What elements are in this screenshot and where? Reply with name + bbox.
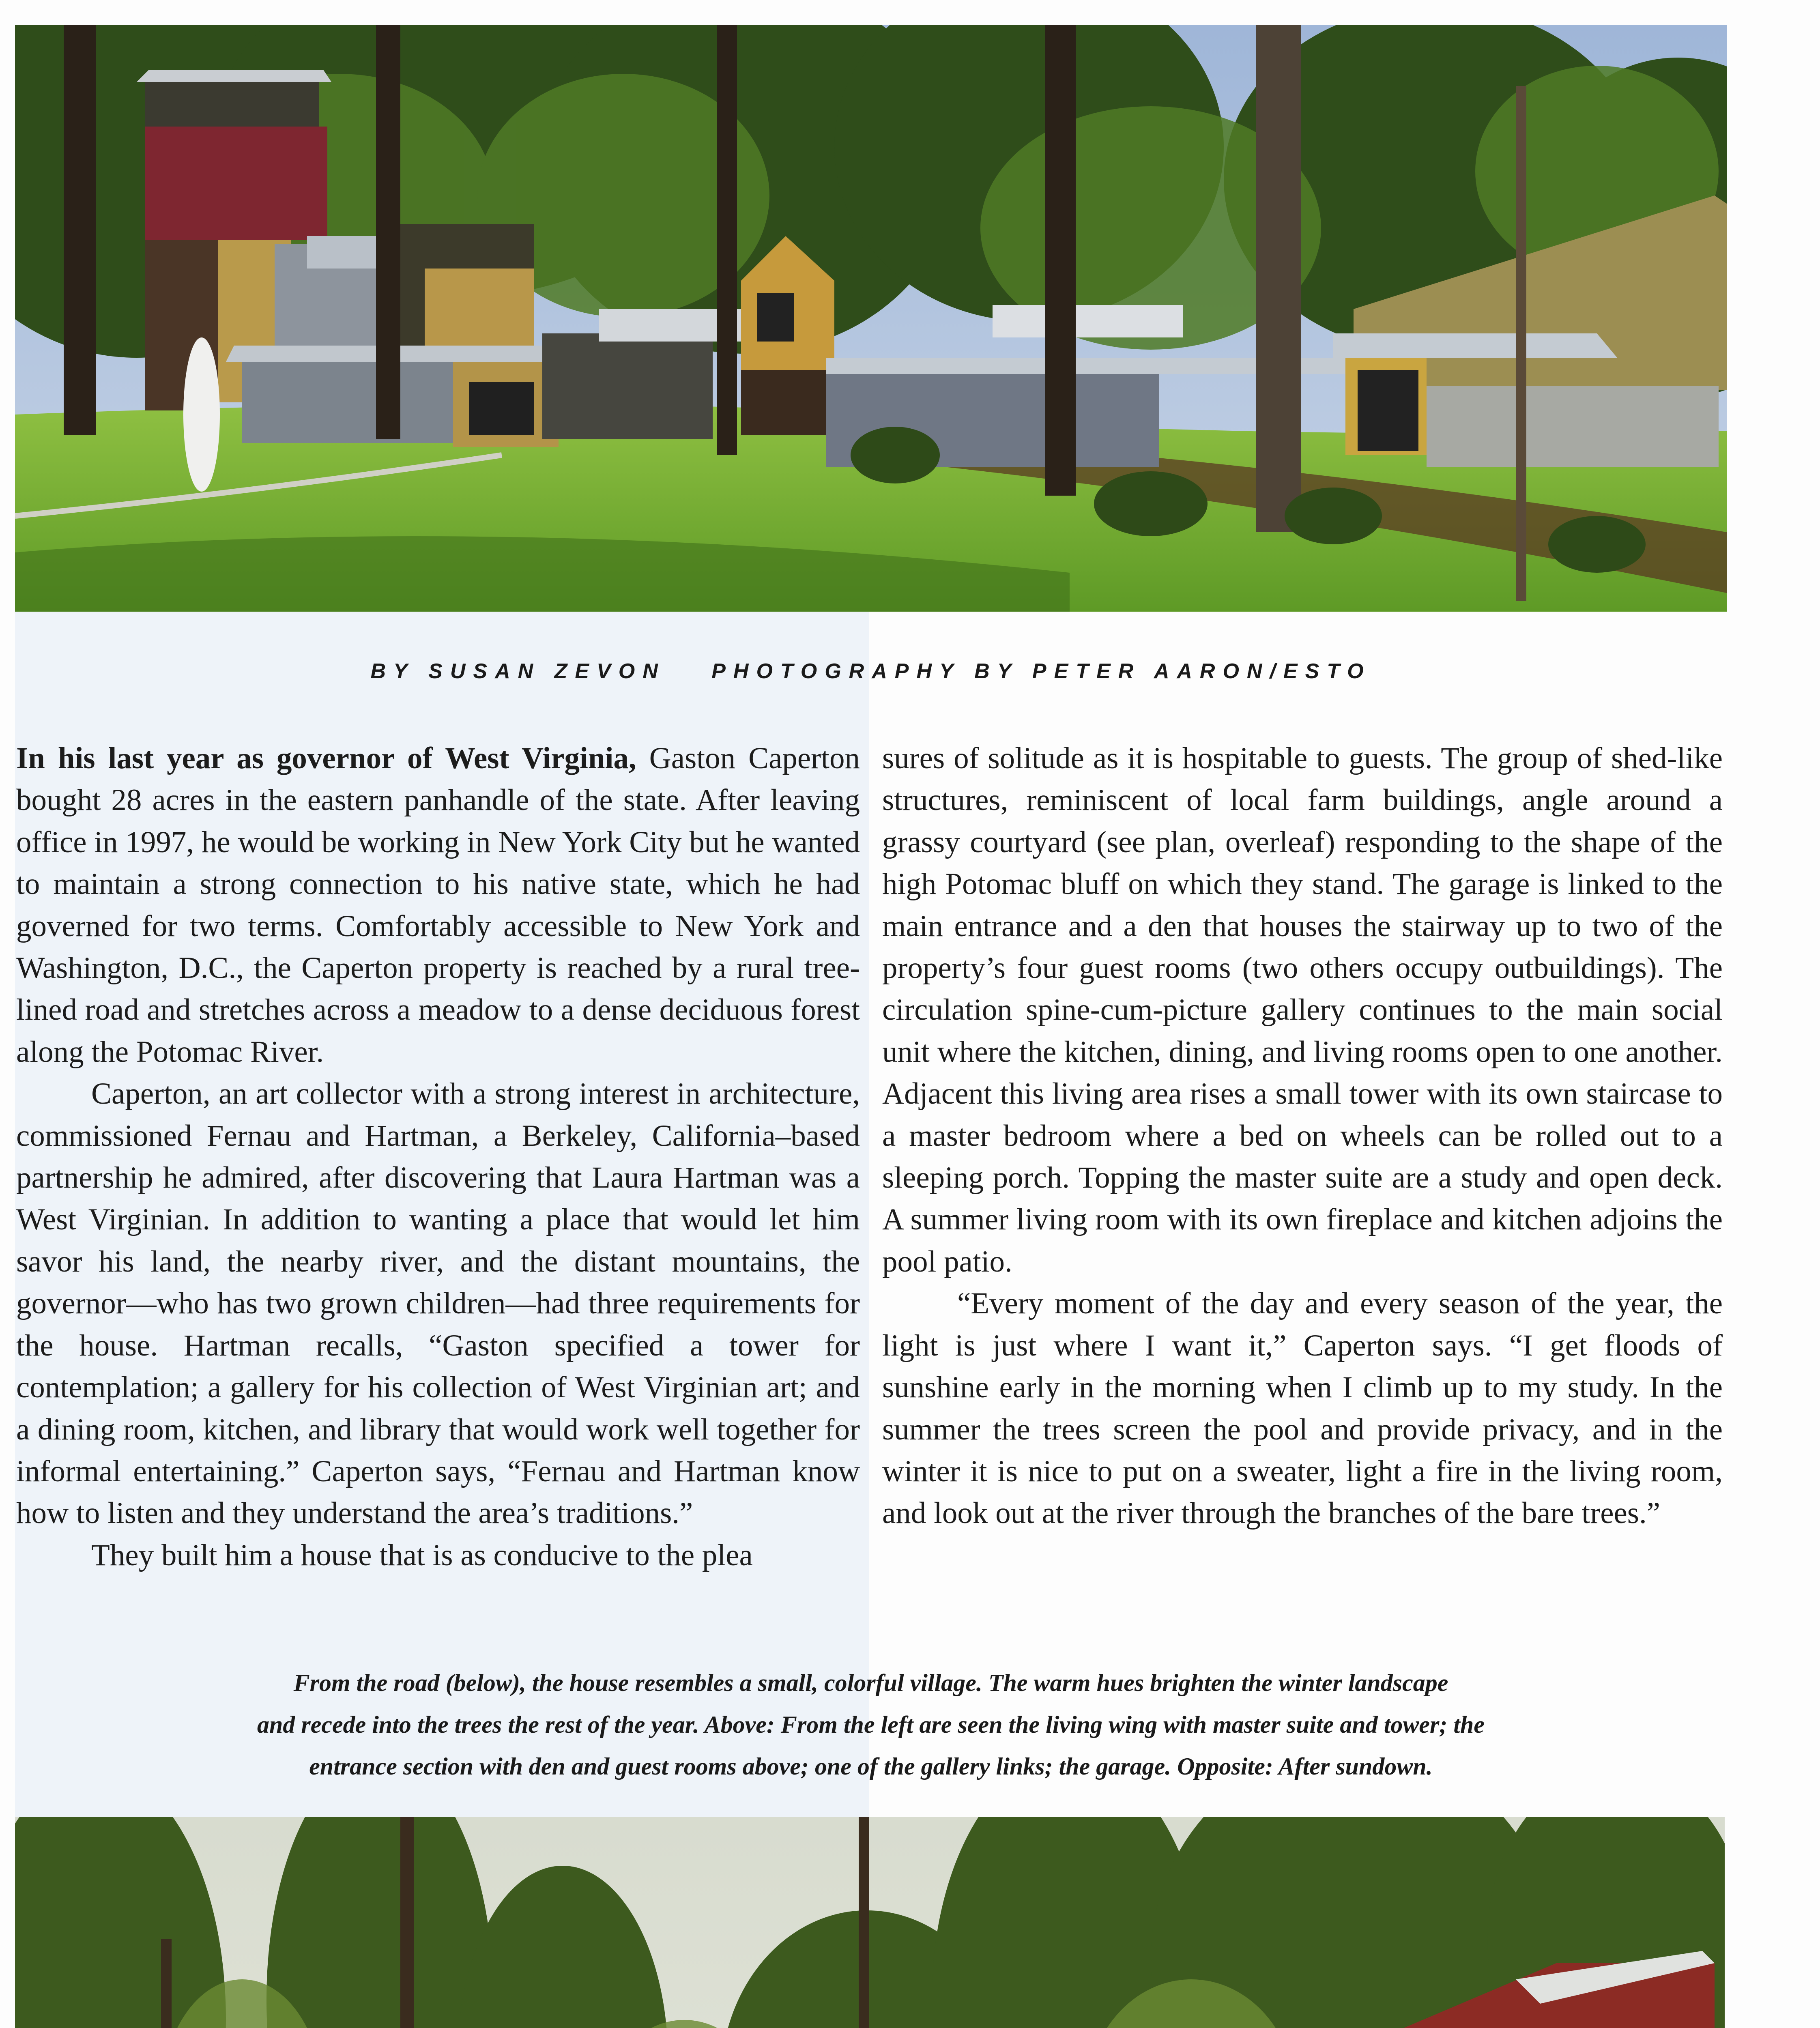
caption-line: entrance section with den and guest rooms above; one of the gallery links; the garage. Opposite: After sundown. — [309, 1753, 1433, 1780]
lead-in: In his last year as governor of West Virginia, — [16, 741, 636, 775]
photo-caption — [15, 1662, 1727, 1787]
article-paragraph-3: They built him a house that is as conducive to the plea — [91, 1538, 753, 1572]
article-paragraph-3-continued: sures of solitude as it is hospitable to guests. The group of shed-like structures, reminiscent of local farm buildings, angle around a grassy courtyard (see plan, overleaf) responding to the shape of the high Potomac bluff on which they stand. The garage is linked to the main entrance and a den that houses the stairway up to two of the property’s four guest rooms (two others occupy outbuildings). The circulation spine-cum-picture gallery continues to the main social unit where the kitchen, dining, and living rooms open to one another. Adjacent this living area rises a small tower with its own staircase to a master bedroom where a bed on wheels can be rolled out to a sleeping porch. Topping the master suite are a study and open deck. A summer living room with its own fireplace and kitchen adjoins the pool patio. — [882, 741, 1723, 1278]
article-column-right — [882, 737, 1723, 1534]
article-paragraph-4: “Every moment of the day and every season of the year, the light is just where I want it,” Caperton says. “I get floods of sunshine early in the morning when I climb up to my study. In the summer the trees screen the pool and provide privacy, and in the winter it is nice to put on a sweater, light a fire in the living room, and look out at the river through the branches of the bare trees.” — [882, 1287, 1723, 1530]
caption-line: and recede into the trees the rest of the year. Above: From the left are seen the living wing with master suite and tower; the — [257, 1711, 1485, 1738]
article-column-left — [16, 737, 860, 1576]
photo-credit: PHOTOGRAPHY BY PETER AARON/ESTO — [711, 660, 1371, 683]
paragraph-text: Gaston Caperton bought 28 acres in the eastern panhandle of the state. After leaving office in 1997, he would be working in New York City but he wanted to maintain a strong connection to his native state, which he had governed for two terms. Comfortably accessible to New York and Washington, D.C., the Caperton property is reached by a rural tree-lined road and stretches across a meadow to a dense deciduous forest along the Potomac River. — [16, 741, 860, 1069]
photo-house-summer — [15, 25, 1727, 612]
author-credit: BY SUSAN ZEVON — [370, 660, 666, 683]
article-paragraph-2: Caperton, an art collector with a strong interest in architecture, commissioned Fernau and Hartman, a Berkeley, California–based partnership he admired, after discovering that Laura Hartman was a West Virginian. In addition to wanting a place that would let him savor his land, the nearby river, and the distant mountains, the governor—who has two grown children—had three requirements for the house. Hartman recalls, “Gaston specified a tower for contemplation; a gallery for his collection of West Virginian art; and a dining room, kitchen, and library that would work well together for informal entertaining.” Caperton says, “Fernau and Hartman know how to listen and they understand the area’s traditions.” — [16, 1077, 860, 1530]
byline — [15, 659, 1727, 683]
article-paragraph-1 — [16, 737, 860, 1073]
caption-line: From the road (below), the house resembles a small, colorful village. The warm hues brighten the winter landscape — [293, 1669, 1448, 1696]
photo-house-from-road — [15, 1817, 1725, 2028]
